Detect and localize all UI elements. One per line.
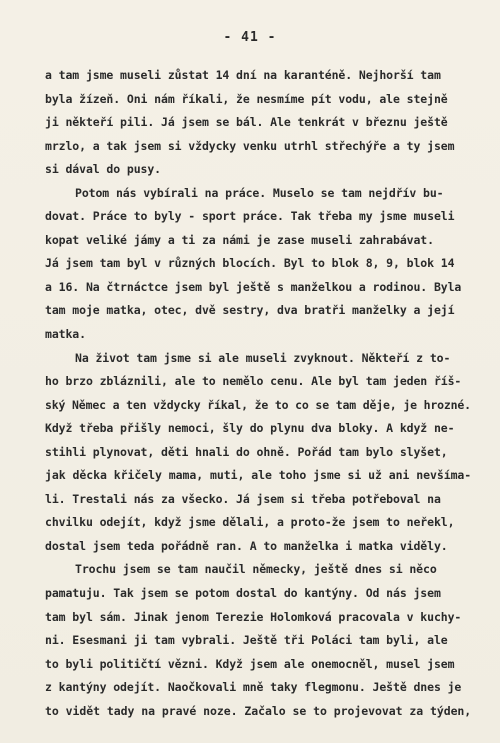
text-line: ho brzo zbláznili, ale to nemělo cenu. Ale byl tam jeden říš- — [45, 374, 462, 389]
text-line: mrzlo, a tak jsem si vždycky venku utrhl střechýře a ty jsem — [45, 138, 455, 153]
text-line: ji někteří pili. Já jsem se bál. Ale tenkrát v březnu ještě — [45, 115, 448, 130]
text-line: chvilku odejít, když jsme dělali, a proto-že jsem to neřekl, — [45, 515, 455, 530]
text-line: si dával do pusy. — [45, 162, 162, 177]
text-line: jak děcka křičely mama, muti, ale toho jsme si už ani nevšíma- — [45, 468, 472, 483]
text-line: a tam jsme museli zůstat 14 dní na karanténě. Nejhorší tam — [45, 68, 441, 82]
text-line: a 16. Na čtrnáctce jsem byl ještě s manželkou a rodinou. Byla — [45, 279, 462, 294]
text-line: dostal jsem teda pořádně ran. A to manželka i matka viděly. — [45, 538, 448, 553]
text-line: Trochu jsem se tam naučil německy, ještě dnes si něco — [75, 562, 437, 577]
body-text — [45, 64, 472, 723]
text-line: byla žízeň. Oni nám říkali, že nesmíme pít vodu, ale stejně — [45, 91, 448, 106]
text-line: z kantýny odejít. Naočkovali mně taky flegmonu. Ještě dnes je — [45, 680, 462, 695]
text-line: tam byl sám. Jinak jenom Terezie Holomková pracovala v kuchy- — [45, 609, 462, 624]
text-line: stihli plynovat, děti hnali do ohně. Pořád tam bylo slyšet, — [45, 444, 448, 459]
text-line: matka. — [45, 327, 86, 342]
text-line: to vidět tady na pravé noze. Začalo se to projevovat za týden, — [45, 703, 472, 718]
text-line: ni. Esesmani ji tam vybrali. Ještě tři Poláci tam byli, ale — [45, 633, 448, 648]
text-line: tam moje matka, otec, dvě sestry, dva bratři manželky a její — [45, 303, 455, 318]
text-line: kopat veliké jámy a ti za námi je zase museli zahrabávat. — [45, 232, 434, 247]
text-line: Potom nás vybírali na práce. Muselo se tam nejdřív bu- — [75, 185, 444, 200]
text-line: to byli političtí vězni. Když jsem ale onemocněl, musel jsem — [45, 656, 455, 671]
text-line: ský Němec a ten vždycky říkal, že to co se tam děje, je hrozné. — [45, 397, 471, 412]
text-line: Na život tam jsme si ale museli zvyknout. Někteří z to- — [75, 350, 451, 365]
text-line: pamatuju. Tak jsem se potom dostal do kantýny. Od nás jsem — [45, 586, 441, 601]
text-line: Když třeba přišly nemoci, šly do plynu dva bloky. A když ne- — [45, 421, 455, 436]
page-number: - 41 - — [223, 30, 277, 45]
text-line: li. Trestali nás za všecko. Já jsem si třeba potřeboval na — [45, 491, 441, 506]
text-line: Já jsem tam byl v různých blocích. Byl to blok 8, 9, blok 14 — [45, 256, 455, 271]
text-line: dovat. Práce to byly - sport práce. Tak třeba my jsme museli — [45, 209, 455, 224]
